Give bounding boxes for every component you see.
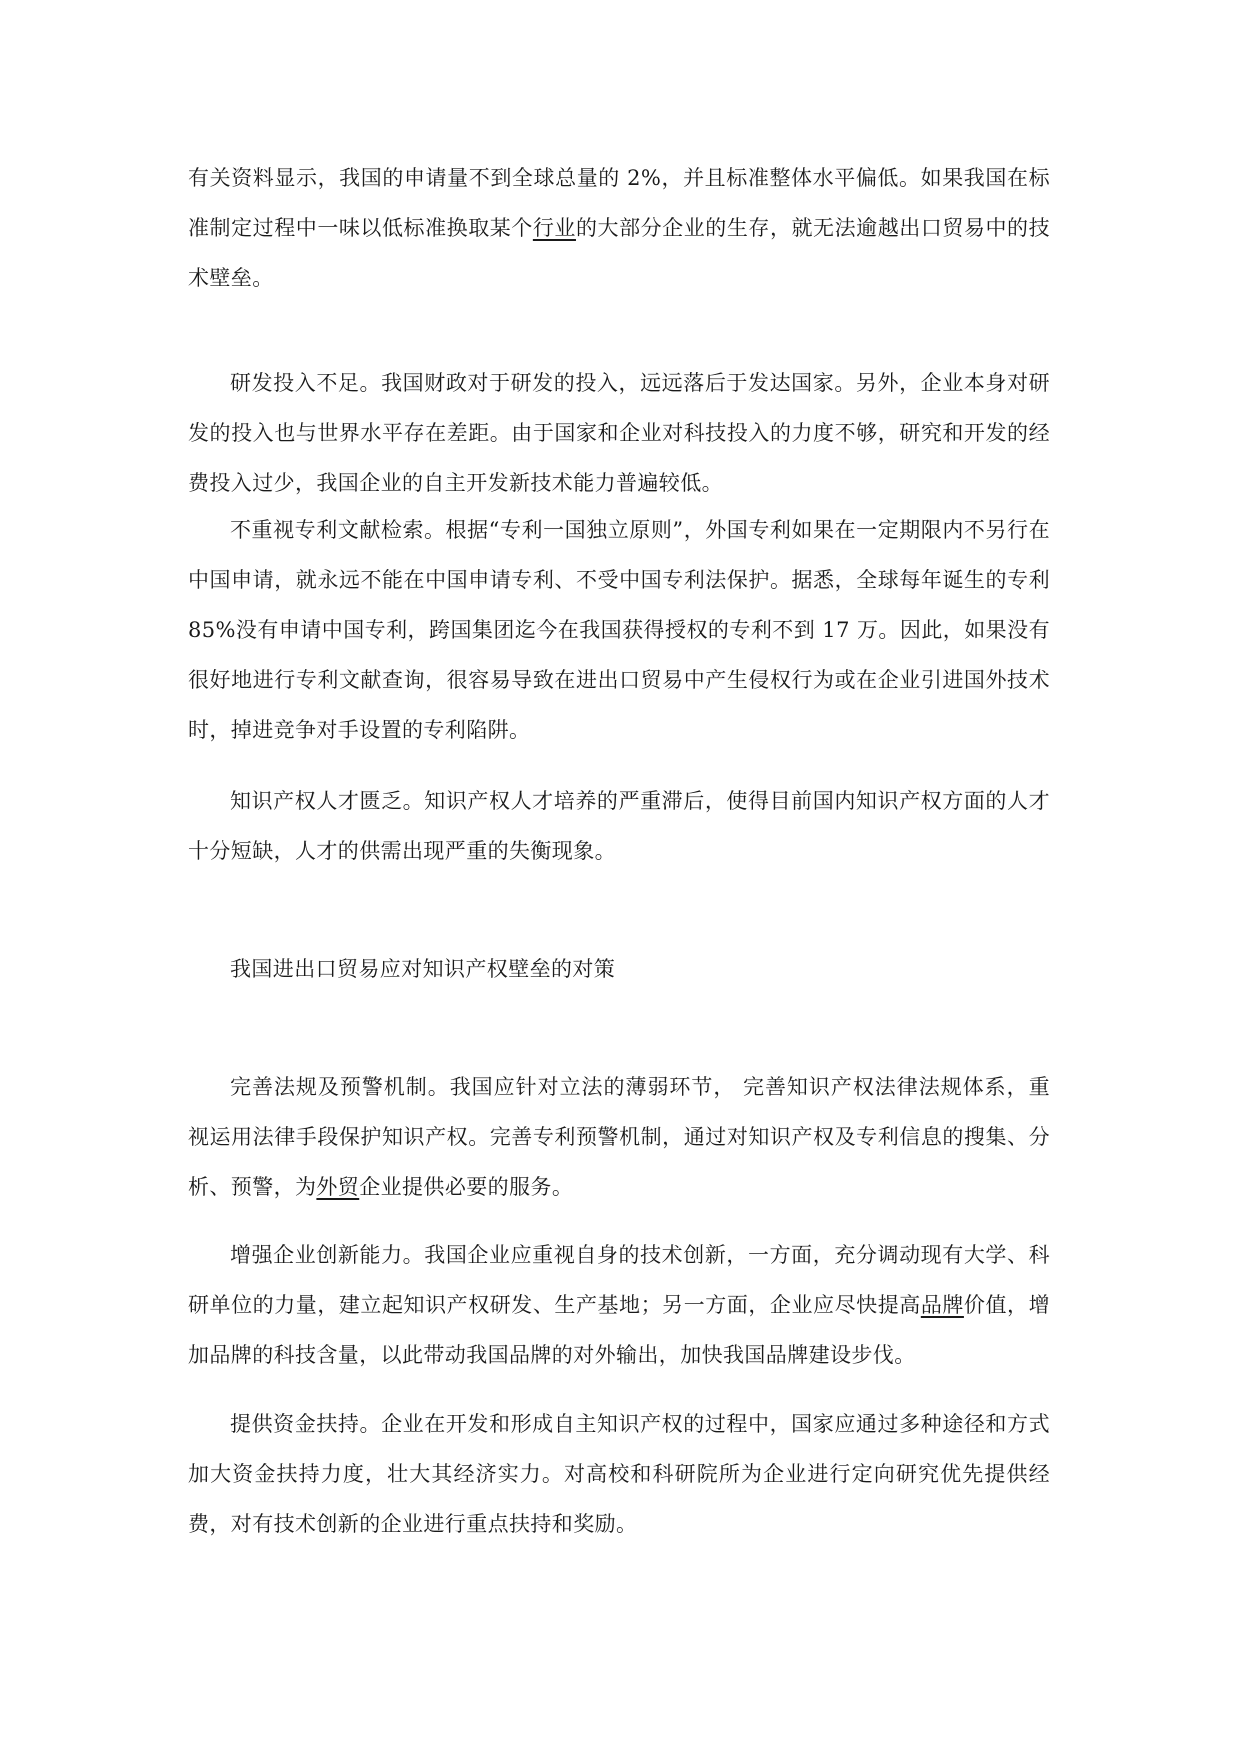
paragraph-text: 企业提供必要的服务。: [359, 1175, 574, 1199]
paragraph-text: 价值，增加品牌的科技含量，以此带动我国品牌的对外输出，加快我国品牌建设步伐。: [188, 1293, 1050, 1367]
paragraph-patent-search: 不重视专利文献检索。根据“专利一国独立原则”，外国专利如果在一定期限内不另行在中国申请，就永远不能在中国申请专利、不受中国专利法保护。据悉，全球每年诞生的专利 85%没有申请中国专利，跨国集团迄今在我国获得授权的专利不到 17 万。因此，如果没有很好地进行专利文献查询，很容易导致在进出口贸易中产生侵权行为或在企业引进国外技术时，掉进竞争对手设置的专利陷阱。: [188, 518, 1050, 742]
industry-link[interactable]: 行业: [532, 216, 576, 240]
paragraph-innovation: [188, 1230, 1050, 1380]
paragraph-text: 有关资料显示，我国的申请量不到全球总量的 2%，并且标准整体水平偏低。如果我国在标准制定过程中一味以低标准换取某个: [188, 166, 1050, 240]
foreign-trade-link[interactable]: 外贸: [316, 1175, 360, 1199]
paragraph-regulation: [188, 1062, 1050, 1212]
brand-link[interactable]: 品牌: [920, 1293, 964, 1317]
paragraph-funding: 提供资金扶持。企业在开发和形成自主知识产权的过程中，国家应通过多种途径和方式加大资金扶持力度，壮大其经济实力。对高校和科研院所为企业进行定向研究优先提供经费，对有技术创新的企业进行重点扶持和奖励。: [188, 1412, 1050, 1536]
paragraph-talent-shortage: 知识产权人才匮乏。知识产权人才培养的严重滞后，使得目前国内知识产权方面的人才十分短缺，人才的供需出现严重的失衡现象。: [188, 789, 1050, 863]
paragraph-text: 完善法规及预警机制。我国应针对立法的薄弱环节， 完善知识产权法律法规体系，重视运用法律手段保护知识产权。完善专利预警机制，通过对知识产权及专利信息的搜集、分析、预警，为: [188, 1075, 1050, 1199]
section-heading: 我国进出口贸易应对知识产权壁垒的对策: [230, 957, 616, 981]
paragraph-text: 增强企业创新能力。我国企业应重视自身的技术创新，一方面，充分调动现有大学、科研单位的力量，建立起知识产权研发、生产基地；另一方面，企业应尽快提高: [188, 1243, 1050, 1317]
paragraph-standards: [188, 153, 1050, 303]
paragraph-text: 的大部分企业的生存，就无法逾越出口贸易中的技术壁垒。: [188, 216, 1050, 290]
paragraph-rd-investment: 研发投入不足。我国财政对于研发的投入，远远落后于发达国家。另外，企业本身对研发的投入也与世界水平存在差距。由于国家和企业对科技投入的力度不够，研究和开发的经费投入过少，我国企业的自主开发新技术能力普遍较低。: [188, 371, 1050, 495]
